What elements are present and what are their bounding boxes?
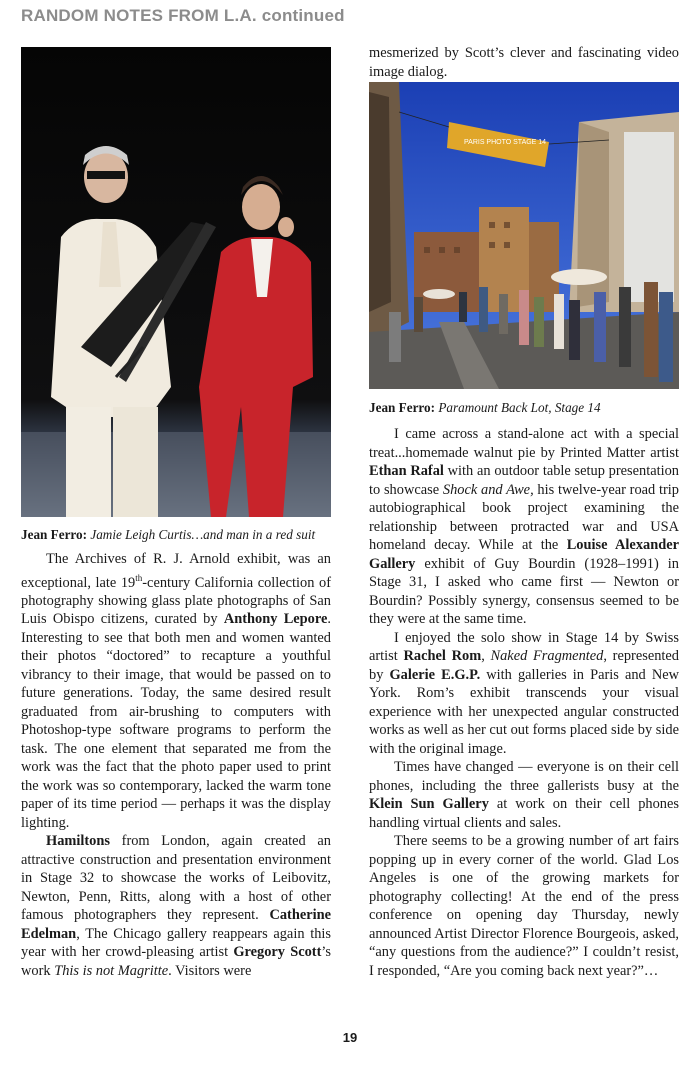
- text-run: -century California collection of photography showing glass plate photographs of San Luis Obispo citizens, curated by: [21, 574, 332, 628]
- text-run: The Archives of R. J. Arnold exhibit, was an exceptional, late 19: [21, 551, 331, 591]
- left-photo-caption: [21, 527, 336, 543]
- paragraph: [369, 758, 679, 832]
- caption-title: Jamie Leigh Curtis…and man in a red suit: [90, 527, 316, 542]
- text-run: from London, again created an attractive construction and presentation environment in Stage 32 to showcase the works of Leibovitz, Newton, Penn, Ritts, along with a host of other famous photographers they represent.: [21, 833, 331, 924]
- text-run: , represented by: [369, 648, 680, 683]
- photo-image: [21, 47, 331, 517]
- photo-image: [369, 82, 679, 389]
- name-catherine-edelman: Catherine Edelman: [21, 907, 331, 942]
- name-anthony-lepore: Anthony Lepore: [223, 611, 328, 628]
- paragraph: [369, 629, 679, 759]
- caption-credit: Jean Ferro:: [369, 400, 436, 415]
- name-klein-sun-gallery: Klein Sun Gallery: [369, 796, 489, 812]
- paragraph: [21, 550, 331, 832]
- text-run: ,: [481, 648, 491, 664]
- right-photo-caption: [369, 400, 679, 416]
- text-run: at work on their cell phones handling virtual clients and sales.: [369, 796, 679, 831]
- text-run: . Visitors were: [168, 962, 252, 979]
- title-naked-fragmented: Naked Fragmented: [490, 648, 604, 664]
- page-number: 19: [342, 1030, 358, 1045]
- text-run: with galleries in Paris and New York. Rom’s exhibit transcends your visual experience with her unexpected angular constructed works as well as her cut out forms placed side by side with the original image.: [369, 666, 679, 757]
- title-shock-and-awe: Shock and Awe,: [442, 481, 534, 498]
- text-run: his twelve-year road trip autobiographical book project examining the relationship between protracted war and USA homeland decay. While at the: [369, 481, 679, 553]
- photo-paramount-back-lot: [369, 82, 679, 389]
- name-ethan-rafal: Ethan Rafal: [369, 463, 444, 479]
- caption-credit: Jean Ferro:: [21, 527, 88, 542]
- right-text-column-top: [369, 44, 679, 81]
- text-run: exhibit of Guy Bourdin (1928–1991) in Stage 31, I asked who came first — Newton or Bourdin? Possibly synergy, consensus seemed to be they were at the same time.: [369, 555, 679, 627]
- caption-title: Paramount Back Lot, Stage 14: [438, 400, 601, 415]
- paragraph: mesmerized by Scott’s clever and fascinating video image dialog.: [369, 45, 679, 80]
- name-rachel-rom: Rachel Rom: [403, 648, 482, 664]
- text-run: I enjoyed the solo show in Stage 14 by Swiss artist: [369, 629, 679, 664]
- text-run: . Interesting to see that both men and women wanted their photos “doctored” to recapture a youthful vibrancy to their image, that would be passed on to future generations. Today, the same desired result graduated from air-brushing to computers with Photoshop-type software programs to perform the task. The one element that separated me from the work was the fact that the photo paper used to print the work was so contemporary, lacked the warm tone paper of its time period — perhaps it was the display lighting.: [21, 611, 331, 831]
- running-header: RANDOM NOTES FROM L.A. continued: [21, 6, 345, 25]
- name-louise-alexander-gallery: Louise Alexander Gallery: [369, 537, 679, 572]
- text-run: ’s work: [21, 944, 331, 979]
- text-run: Times have changed — everyone is on their cell phones, including the three gallerists busy at the: [369, 759, 679, 794]
- paragraph: [369, 425, 679, 629]
- photo-jamie-lee-curtis: [21, 47, 331, 517]
- right-text-column: [369, 425, 679, 980]
- name-hamiltons: Hamiltons: [46, 833, 110, 850]
- left-text-column: [21, 550, 331, 980]
- superscript: th: [135, 572, 143, 583]
- paragraph: There seems to be a growing number of art fairs popping up in every corner of the world. Glad Los Angeles is one of the growing markets for photography collecting! At the end of the press conference on opening day Thursday, newly announced Artist Director Florence Bourgeois, asked, “any questions from the audience?” I couldn’t resist, I responded, “Are you coming back next year?”…: [369, 833, 679, 979]
- name-gregory-scott: Gregory Scott: [233, 944, 322, 961]
- text-run: I came across a stand-alone act with a special treat...homemade walnut pie by Printed Matter artist: [369, 426, 679, 461]
- name-galerie-egp: Galerie E.G.P.: [389, 666, 481, 683]
- title-this-is-not-magritte: This is not Magritte: [54, 962, 169, 979]
- paragraph: [21, 832, 331, 980]
- text-run: with an outdoor table setup presentation to showcase: [369, 463, 679, 498]
- banner-label: PARIS PHOTO STAGE 14: [464, 139, 547, 146]
- text-run: , The Chicago gallery reappears again this year with her crowd-pleasing artist: [21, 925, 331, 961]
